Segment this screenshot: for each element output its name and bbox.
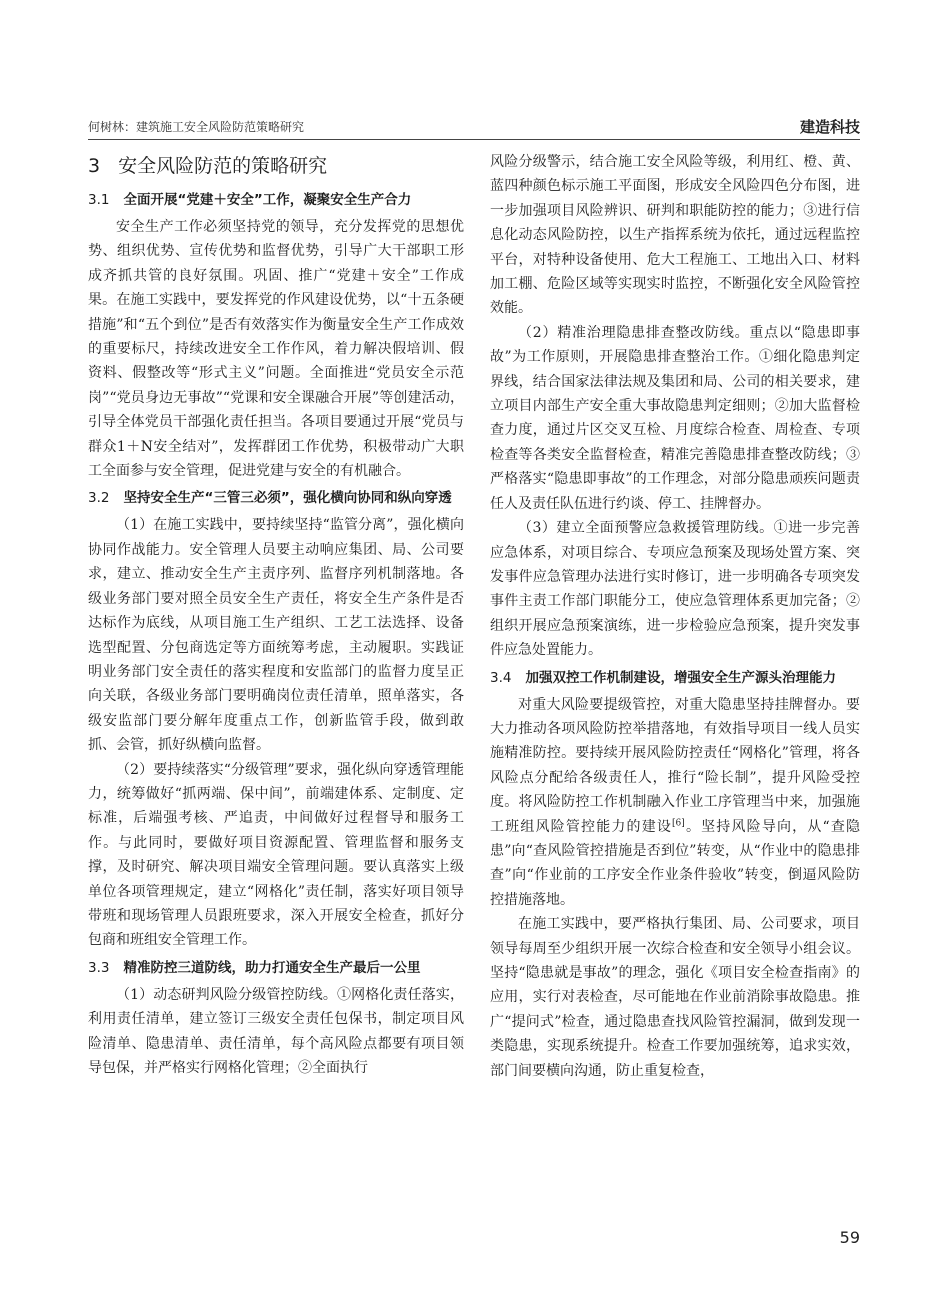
subsection-number: 3.3 — [88, 959, 110, 976]
subsection-heading-3-2 — [88, 486, 464, 510]
paragraph: （1）在施工实践中，要持续坚持“监管分离”，强化横向协同作战能力。安全管理人员要主动响应集团、局、公司要求，建立、推动安全生产主责序列、监督序列机制落地。各级业务部门要对照全员安全生产责任，将安全生产条件是否达标作为底线，从项目施工生产组织、工艺工法选择、设备选型配置、分包商选定等方面统筹考虑，主动履职。实践证明业务部门安全责任的落实程度和安监部门的监督力度呈正向关联，各级业务部门要明确岗位责任清单，照单落实，各级安监部门要分解年度重点工作，创新监管手段，做到敢抓、会管，抓好纵横向监督。 — [88, 517, 464, 754]
subsection-title: 坚持安全生产“三管三必须”，强化横向协同和纵向穿透 — [123, 490, 452, 507]
section-heading — [88, 152, 464, 180]
left-column — [88, 150, 464, 1080]
subsection-heading-3-1 — [88, 188, 464, 212]
subsection-heading-3-3 — [88, 956, 464, 980]
paragraph-continued: 风险分级警示，结合施工安全风险等级，利用红、橙、黄、蓝四种颜色标示施工平面图，形成安全风险四色分布图，进一步加强项目风险辨识、研判和职能防控的能力；③进行信息化动态风险防控，以生产指挥系统为依托，通过远程监控平台，对特种设备使用、危大工程施工、工地出入口、材料加工棚、危险区域等实现实时监控，不断强化安全风险管控效能。 — [490, 154, 860, 317]
subsection-number: 3.1 — [88, 192, 110, 208]
journal-name: 建造科技 — [799, 118, 860, 136]
running-header — [88, 116, 860, 140]
citation-reference[interactable]: [6] — [672, 817, 685, 828]
paragraph: （1）动态研判风险分级管控防线。①网格化责任落实，利用责任清单，建立签订三级安全责任包保书，制定项目风险清单、隐患清单、责任清单，每个高风险点都要有项目领导包保，并严格实行网格化管理；②全面执行 — [88, 986, 464, 1076]
section-number: 3 — [88, 155, 101, 177]
header-rule — [88, 139, 860, 140]
subsection-title: 加强双控工作机制建设，增强安全生产源头治理能力 — [525, 669, 836, 686]
page-number: 59 — [839, 1228, 860, 1247]
paragraph-text: 对重大风险要提级管控，对重大隐患坚持挂牌督办。要大力推动各项风险防控举措落地，有效指导项目一线人员实施精准防控。要持续开展风险防控责任“网格化”管理，将各风险点分配给各级责任人，推行“险长制”，提升风险受控度。将风险防控工作机制融入作业工序管理当中来，加强施工班组风险管控能力的建设 — [490, 696, 860, 835]
paragraph: （2）精准治理隐患排查整改防线。重点以“隐患即事故”为工作原则，开展隐患排查整治工作。①细化隐患判定界线，结合国家法律法规及集团和局、公司的相关要求，建立项目内部生产安全重大事故隐患判定细则；②加大监督检查力度，通过片区交叉互检、月度综合检查、周检查、专项检查等各类安全监督检查，精准完善隐患排查整改防线；③严格落实“隐患即事故”的工作理念，对部分隐患顽疾问题责任人及责任队伍进行约谈、停工、挂牌督办。 — [490, 324, 860, 512]
paragraph: （2）要持续落实“分级管理”要求，强化纵向穿透管理能力，统筹做好“抓两端、保中间”，前端建体系、定制度、定标准，后端强考核、严追责，中间做好过程督导和服务工作。与此同时，要做好项目资源配置、管理监督和服务支撑，及时研究、解决项目端安全管理问题。要认真落实上级单位各项管理规定，建立“网格化”责任制，落实好项目领导带班和现场管理人员跟班要求，深入开展安全检查，抓好分包商和班组安全管理工作。 — [88, 761, 464, 949]
paragraph: 在施工实践中，要严格执行集团、局、公司要求，项目领导每周至少组织开展一次综合检查和安全领导小组会议。坚持“隐患就是事故”的理念，强化《项目安全检查指南》的应用，实行对表检查，尽可能地在作业前消除事故隐患。推广“提问式”检查，通过隐患查找风险管控漏洞，做到发现一类隐患，实现系统提升。检查工作要加强统筹，追求实效，部门间要横向沟通，防止重复检查， — [490, 916, 860, 1079]
paragraph: 安全生产工作必须坚持党的领导，充分发挥党的思想优势、组织优势、宣传优势和监督优势，引导广大干部职工形成齐抓共管的良好氛围。巩固、推广“党建＋安全”工作成果。在施工实践中，要发挥党的作风建设优势，以“十五条硬措施”和“五个到位”是否有效落实作为衡量安全生产工作成效的重要标尺，持续改进安全工作作风，着力解决假培训、假资料、假整改等“形式主义”问题。全面推进“党员安全示范岗”“党员身边无事故”“党课和安全课融合开展”等创建活动，引导全体党员干部强化责任担当。各项目要通过开展“党员与群众1＋N安全结对”，发挥群团工作优势，积极带动广大职工全面参与安全管理，促进党建与安全的有机融合。 — [88, 219, 464, 480]
subsection-title: 全面开展“党建＋安全”工作，凝聚安全生产合力 — [123, 192, 412, 208]
paragraph: （3）建立全面预警应急救援管理防线。①进一步完善应急体系，对项目综合、专项应急预案及现场处置方案、突发事件应急管理办法进行实时修订，进一步明确各专项突发事件主责工作部门职能分工，使应急管理体系更加完备；②组织开展应急预案演练，进一步检验应急预案，提升突发事件应急处置能力。 — [490, 520, 860, 659]
paragraph — [490, 693, 860, 913]
subsection-heading-3-4 — [490, 666, 860, 690]
subsection-title: 精准防控三道防线，助力打通安全生产最后一公里 — [123, 959, 421, 976]
subsection-number: 3.2 — [88, 490, 110, 507]
subsection-number: 3.4 — [490, 669, 512, 686]
running-header-author-title: 何树林：建筑施工安全风险防范策略研究 — [88, 120, 305, 134]
section-title: 安全风险防范的策略研究 — [118, 155, 328, 177]
right-column — [490, 150, 860, 1083]
paragraph-text: 。坚持风险导向，从“查隐患”向“查风险管控措施是否到位”转变，从“作业中的隐患排查”向“作业前的工序安全作业条件验收”转变，倒逼风险防控措施落地。 — [490, 818, 860, 908]
